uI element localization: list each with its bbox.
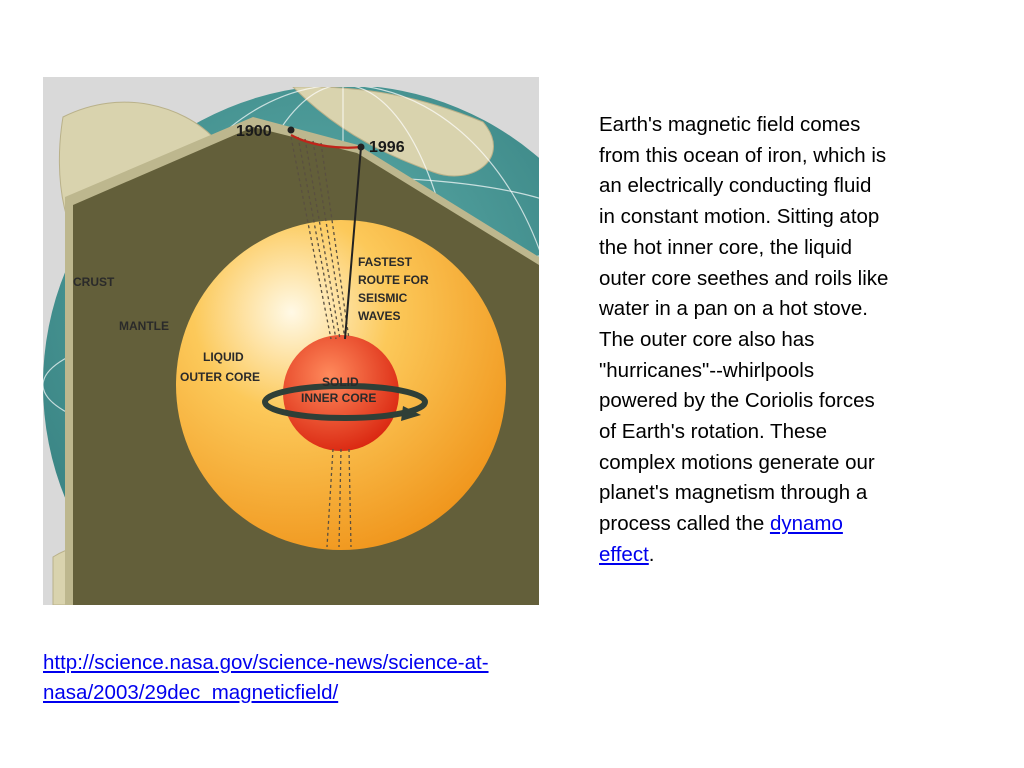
source-url <box>43 648 543 708</box>
pole-1900-marker <box>288 127 295 134</box>
seismic-label-line-2: ROUTE FOR <box>358 273 429 287</box>
liquid-label: LIQUID <box>203 350 244 364</box>
dynamo-effect-link[interactable]: dynamo effect <box>599 512 843 566</box>
mantle-label: MANTLE <box>119 319 169 333</box>
seismic-label-line-4: WAVES <box>358 309 401 323</box>
earth-cutaway-svg <box>43 77 539 605</box>
source-url-link[interactable]: http://science.nasa.gov/science-news/science-at-nasa/2003/29dec_magneticfield/ <box>43 651 489 704</box>
crust-label: CRUST <box>73 275 115 289</box>
year-1900-label: 1900 <box>236 123 272 140</box>
description-paragraph <box>599 110 889 571</box>
outer-core-label: OUTER CORE <box>180 370 261 384</box>
earth-interior-diagram <box>43 77 539 605</box>
inner-core-label: INNER CORE <box>301 391 377 405</box>
description-text: Earth's magnetic field comes from this ocean of iron, which is an electrically conducting fluid in constant motion. Sitting atop the hot inner core, the liquid outer core seethes and roils like water in a pan on a hot stove. The outer core also has "hurricanes"--whirlpools powered by the Coriolis forces of Earth's rotation. These complex motions generate our planet's magnetism through a process called the <box>599 113 889 536</box>
solid-label: SOLID <box>322 375 359 389</box>
description-period: . <box>648 542 655 566</box>
year-1996-label: 1996 <box>369 139 405 156</box>
seismic-label-line-1: FASTEST <box>358 255 413 269</box>
seismic-label-line-3: SEISMIC <box>358 291 408 305</box>
pole-1996-marker <box>358 144 365 151</box>
